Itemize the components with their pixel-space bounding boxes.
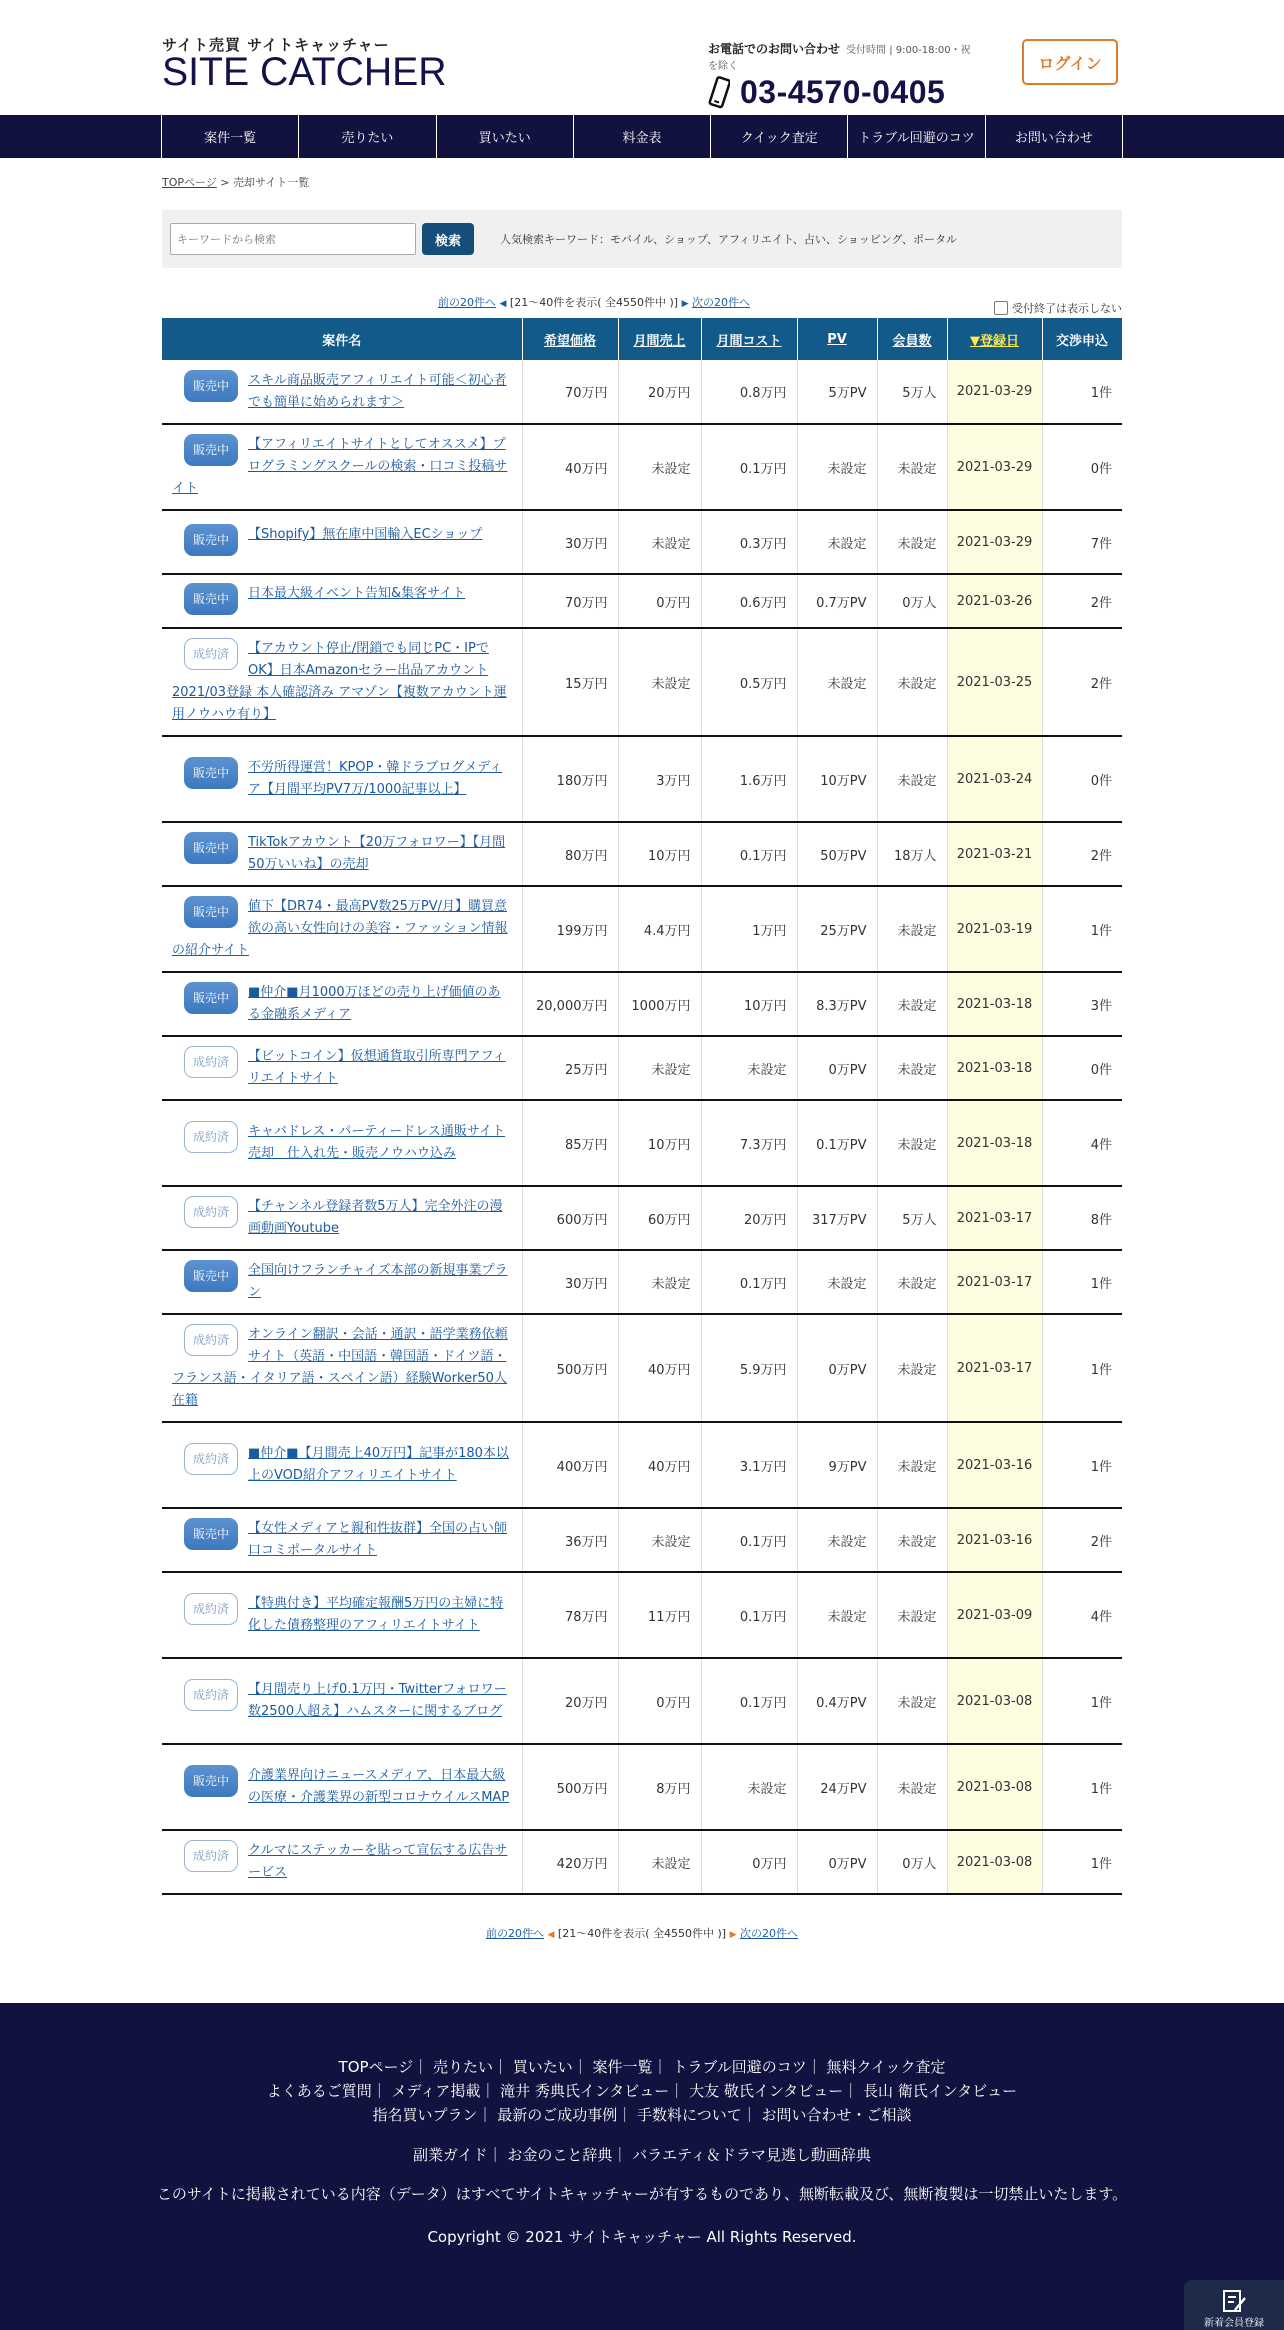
status-badge: 販売中 (184, 583, 238, 615)
listing-title-link[interactable]: 日本最大級イベント告知&集客サイト (248, 586, 466, 601)
pv-cell: 未設定 (797, 628, 877, 736)
status-badge: 販売中 (184, 1518, 238, 1550)
table-row[interactable] (162, 360, 1122, 424)
listing-title-cell (162, 510, 522, 574)
price-cell: 80万円 (522, 822, 618, 886)
price-cell: 30万円 (522, 510, 618, 574)
pv-cell: 5万PV (797, 360, 877, 424)
table-row[interactable] (162, 1036, 1122, 1100)
registered-date-cell: 2021-03-18 (947, 1100, 1042, 1186)
monthly-cost-cell: 0.1万円 (701, 1508, 797, 1572)
registered-date-cell: 2021-03-18 (947, 1036, 1042, 1100)
pv-cell: 9万PV (797, 1422, 877, 1508)
registered-date-cell: 2021-03-16 (947, 1422, 1042, 1508)
edit-note-icon (1221, 2288, 1247, 2314)
monthly-cost-cell: 0万円 (701, 1830, 797, 1894)
pv-cell: 0万PV (797, 1036, 877, 1100)
table-header-row (162, 318, 1122, 360)
site-header (162, 0, 1122, 115)
site-logo[interactable]: SITE CATCHER (162, 50, 447, 94)
pv-cell: 0.1万PV (797, 1100, 877, 1186)
price-cell: 400万円 (522, 1422, 618, 1508)
listing-title-cell (162, 1186, 522, 1250)
new-member-registration-button[interactable] (1184, 2280, 1284, 2330)
registered-date-cell: 2021-03-17 (947, 1186, 1042, 1250)
offers-cell: 1件 (1042, 886, 1122, 972)
status-badge: 販売中 (184, 1260, 238, 1292)
monthly-sales-cell: 1000万円 (618, 972, 701, 1036)
members-cell: 未設定 (877, 1744, 947, 1830)
listing-title-link[interactable]: 介護業界向けニュースメディア、日本最大級の医療・介護業界の新型コロナウイルスMAP (248, 1768, 510, 1805)
pager-top (162, 294, 1026, 310)
footer-links-row-3[interactable]: 指名買いプラン｜ 最新のご成功事例｜ 手数料について｜ お問い合わせ・ご相談 (372, 2106, 912, 2124)
table-row[interactable] (162, 822, 1122, 886)
status-badge: 販売中 (184, 1765, 238, 1797)
members-cell: 未設定 (877, 972, 947, 1036)
table-row[interactable] (162, 972, 1122, 1036)
hide-closed-checkbox[interactable] (994, 301, 1008, 315)
listing-title-cell (162, 574, 522, 628)
pv-cell: 10万PV (797, 736, 877, 822)
col-monthly-sales[interactable]: 月間売上 (618, 318, 701, 360)
table-row[interactable] (162, 1658, 1122, 1744)
nav-item-trouble-tips[interactable]: トラブル回避のコツ (848, 115, 985, 158)
monthly-sales-cell: 未設定 (618, 1508, 701, 1572)
offers-cell: 2件 (1042, 822, 1122, 886)
members-cell: 未設定 (877, 424, 947, 510)
listing-title-cell (162, 886, 522, 972)
hide-closed-label: 受付終了は表示しない (1012, 302, 1122, 315)
members-cell: 未設定 (877, 736, 947, 822)
monthly-cost-cell: 0.5万円 (701, 628, 797, 736)
listing-title-cell (162, 736, 522, 822)
members-cell: 未設定 (877, 1250, 947, 1314)
price-cell: 420万円 (522, 1830, 618, 1894)
offers-cell: 8件 (1042, 1186, 1122, 1250)
search-box (162, 210, 1122, 268)
table-row[interactable] (162, 1250, 1122, 1314)
listing-title-link[interactable]: TikTokアカウント【20万フォロワー】【月間50万いいね】の売却 (248, 835, 506, 872)
members-cell: 未設定 (877, 1314, 947, 1422)
col-members[interactable]: 会員数 (877, 318, 947, 360)
price-cell: 15万円 (522, 628, 618, 736)
price-cell: 70万円 (522, 574, 618, 628)
pv-cell: 未設定 (797, 1250, 877, 1314)
search-button[interactable]: 検索 (422, 223, 474, 255)
monthly-sales-cell: 8万円 (618, 1744, 701, 1830)
col-price[interactable]: 希望価格 (522, 318, 618, 360)
nav-item-quick-appraisal[interactable]: クイック査定 (711, 115, 848, 158)
monthly-cost-cell: 10万円 (701, 972, 797, 1036)
monthly-cost-cell: 5.9万円 (701, 1314, 797, 1422)
registered-date-cell: 2021-03-19 (947, 886, 1042, 972)
monthly-sales-cell: 3万円 (618, 736, 701, 822)
nav-item-contact[interactable]: お問い合わせ (986, 115, 1123, 158)
pv-cell: 24万PV (797, 1744, 877, 1830)
listing-title-link[interactable]: 【女性メディアと親和性抜群】全国の占い師口コミポータルサイト (248, 1521, 507, 1558)
monthly-sales-cell: 0万円 (618, 574, 701, 628)
monthly-cost-cell: 0.1万円 (701, 822, 797, 886)
table-row[interactable] (162, 886, 1122, 972)
listing-title-cell (162, 1100, 522, 1186)
search-input[interactable] (170, 223, 416, 255)
registered-date-cell: 2021-03-29 (947, 360, 1042, 424)
pv-cell: 25万PV (797, 886, 877, 972)
next-page-link-bottom[interactable]: 次の20件へ (740, 1927, 798, 1940)
status-badge: 成約済 (184, 638, 238, 670)
pv-cell: 50万PV (797, 822, 877, 886)
listing-title-cell (162, 1422, 522, 1508)
price-cell: 199万円 (522, 886, 618, 972)
phone-contact (708, 40, 978, 111)
monthly-cost-cell: 未設定 (701, 1744, 797, 1830)
members-cell: 未設定 (877, 1422, 947, 1508)
contact-hours: 受付時間 | 9:00-18:00・祝を除く (708, 45, 971, 72)
monthly-sales-cell: 10万円 (618, 1100, 701, 1186)
status-badge: 販売中 (184, 982, 238, 1014)
prev-page-link-bottom[interactable]: 前の20件へ (486, 1927, 544, 1940)
monthly-sales-cell: 60万円 (618, 1186, 701, 1250)
table-row[interactable] (162, 1572, 1122, 1658)
pv-cell: 未設定 (797, 1508, 877, 1572)
table-row[interactable] (162, 1314, 1122, 1422)
table-row[interactable] (162, 1830, 1122, 1894)
pv-cell: 未設定 (797, 424, 877, 510)
members-cell: 未設定 (877, 1572, 947, 1658)
breadcrumb-top-link[interactable]: TOPページ (162, 176, 217, 189)
members-cell: 未設定 (877, 628, 947, 736)
price-cell: 36万円 (522, 1508, 618, 1572)
offers-cell: 1件 (1042, 1250, 1122, 1314)
status-badge: 成約済 (184, 1679, 238, 1711)
offers-cell: 4件 (1042, 1100, 1122, 1186)
members-cell: 5万人 (877, 360, 947, 424)
registered-date-cell: 2021-03-16 (947, 1508, 1042, 1572)
breadcrumb-current: > 売却サイト一覧 (220, 176, 310, 189)
offers-cell: 1件 (1042, 1314, 1122, 1422)
monthly-cost-cell: 1.6万円 (701, 736, 797, 822)
listing-title-link[interactable]: キャバドレス・パーティードレス通販サイト売却 仕入れ先・販売ノウハウ込み (248, 1124, 506, 1161)
status-badge: 販売中 (184, 434, 238, 466)
listings-table (162, 318, 1123, 1895)
table-row[interactable] (162, 628, 1122, 736)
main-nav (0, 115, 1284, 158)
listing-title-link[interactable]: 不労所得運営！KPOP・韓ドラブログメディア【月間平均PV7万/1000記事以上】 (248, 760, 503, 797)
listing-title-link[interactable]: 【アカウント停止/閉鎖でも同じPC・IPでOK】日本Amazonセラー出品アカウント 2021/03登録 本人確認済み アマゾン【複数アカウント運用ノウハウ有り】 (172, 641, 507, 722)
monthly-cost-cell: 7.3万円 (701, 1100, 797, 1186)
listing-title-cell (162, 360, 522, 424)
status-badge: 成約済 (184, 1840, 238, 1872)
phone-number[interactable]: 03-4570-0405 (740, 74, 946, 110)
monthly-sales-cell: 4.4万円 (618, 886, 701, 972)
monthly-sales-cell: 未設定 (618, 424, 701, 510)
status-badge: 販売中 (184, 524, 238, 556)
members-cell: 未設定 (877, 1508, 947, 1572)
registered-date-cell: 2021-03-21 (947, 822, 1042, 886)
offers-cell: 1件 (1042, 360, 1122, 424)
monthly-cost-cell: 20万円 (701, 1186, 797, 1250)
monthly-cost-cell: 0.1万円 (701, 1250, 797, 1314)
table-row[interactable] (162, 510, 1122, 574)
registered-date-cell: 2021-03-17 (947, 1314, 1042, 1422)
listing-title-link[interactable]: クルマにステッカーを貼って宣伝する広告サービス (248, 1843, 508, 1880)
monthly-sales-cell: 未設定 (618, 1036, 701, 1100)
col-offers: 交渉申込 (1042, 318, 1122, 360)
col-pv[interactable]: PV (797, 318, 877, 360)
col-title: 案件名 (162, 318, 522, 360)
members-cell: 0万人 (877, 1830, 947, 1894)
monthly-cost-cell: 0.3万円 (701, 510, 797, 574)
monthly-sales-cell: 40万円 (618, 1314, 701, 1422)
status-badge: 販売中 (184, 757, 238, 789)
listing-title-link[interactable]: 【Shopify】無在庫中国輸入ECショップ (248, 527, 483, 542)
popular-keywords: 人気検索キーワード：モバイル、ショップ、アフィリエイト、占い、ショッピング、ポータル (500, 233, 958, 246)
monthly-cost-cell: 未設定 (701, 1036, 797, 1100)
monthly-sales-cell: 11万円 (618, 1572, 701, 1658)
members-cell: 18万人 (877, 822, 947, 886)
pv-cell: 未設定 (797, 510, 877, 574)
monthly-cost-cell: 0.1万円 (701, 1658, 797, 1744)
pv-cell: 317万PV (797, 1186, 877, 1250)
status-badge: 販売中 (184, 896, 238, 928)
nav-item-buy[interactable]: 買いたい (437, 115, 574, 158)
left-triangle-icon: ◀ (499, 299, 507, 309)
status-badge: 販売中 (184, 832, 238, 864)
listing-title-cell (162, 1250, 522, 1314)
price-cell: 180万円 (522, 736, 618, 822)
footer-links-row-4[interactable]: 副業ガイド｜ お金のこと辞典｜ バラエティ＆ドラマ見逃し動画辞典 (413, 2146, 871, 2164)
price-cell: 500万円 (522, 1744, 618, 1830)
price-cell: 70万円 (522, 360, 618, 424)
monthly-sales-cell: 20万円 (618, 360, 701, 424)
col-registered-date[interactable]: ▼登録日 (947, 318, 1042, 360)
listing-title-link[interactable]: オンライン翻訳・会話・通訳・語学業務依頼サイト（英語・中国語・韓国語・ドイツ語・フランス語・イタリア語・スペイン語）経験Worker50人在籍 (172, 1327, 508, 1408)
col-monthly-cost[interactable]: 月間コスト (701, 318, 797, 360)
offers-cell: 0件 (1042, 424, 1122, 510)
pv-cell: 8.3万PV (797, 972, 877, 1036)
table-row[interactable] (162, 1508, 1122, 1572)
listing-title-link[interactable]: ■仲介■【月間売上40万円】記事が180本以上のVOD紹介アフィリエイトサイト (248, 1446, 509, 1483)
listing-title-link[interactable]: 【特典付き】平均確定報酬5万円の主婦に特化した債務整理のアフィリエイトサイト (248, 1596, 504, 1633)
status-badge: 成約済 (184, 1196, 238, 1228)
offers-cell: 4件 (1042, 1572, 1122, 1658)
float-button-label: 新着会員登録 (1204, 2318, 1264, 2329)
registered-date-cell: 2021-03-25 (947, 628, 1042, 736)
members-cell: 0万人 (877, 574, 947, 628)
left-triangle-icon: ◀ (547, 1930, 555, 1940)
listing-title-cell (162, 1572, 522, 1658)
offers-cell: 0件 (1042, 736, 1122, 822)
monthly-sales-cell: 未設定 (618, 1250, 701, 1314)
pv-cell: 0.7万PV (797, 574, 877, 628)
monthly-cost-cell: 0.8万円 (701, 360, 797, 424)
price-cell: 25万円 (522, 1036, 618, 1100)
right-triangle-icon: ▶ (681, 299, 689, 309)
right-triangle-icon: ▶ (729, 1930, 737, 1940)
price-cell: 30万円 (522, 1250, 618, 1314)
offers-cell: 1件 (1042, 1658, 1122, 1744)
status-badge: 成約済 (184, 1121, 238, 1153)
table-row[interactable] (162, 1100, 1122, 1186)
registered-date-cell: 2021-03-26 (947, 574, 1042, 628)
footer-links-row-1[interactable]: TOPページ｜ 売りたい｜ 買いたい｜ 案件一覧｜ トラブル回避のコツ｜ 無料クイック査定 (338, 2058, 946, 2076)
footer-links-row-2[interactable]: よくあるご質問｜ メディア掲載｜ 滝井 秀典氏インタビュー｜ 大友 敬氏インタビュー｜ 長山 衛氏インタビュー (266, 2082, 1018, 2100)
offers-cell: 1件 (1042, 1422, 1122, 1508)
offers-cell: 3件 (1042, 972, 1122, 1036)
hide-closed-filter[interactable] (994, 300, 1122, 316)
pager-bottom (162, 1925, 1122, 1945)
footer-copyright-note: このサイトに掲載されている内容（データ）はすべてサイトキャッチャーが有するものであり、無断転載及び、無断複製は一切禁止いたします。 (156, 2185, 1128, 2203)
copyright: Copyright © 2021 サイトキャッチャー All Rights Reserved. (427, 2228, 857, 2246)
listing-title-cell (162, 628, 522, 736)
price-cell: 85万円 (522, 1100, 618, 1186)
pv-cell: 0万PV (797, 1830, 877, 1894)
price-cell: 20万円 (522, 1658, 618, 1744)
monthly-sales-cell: 未設定 (618, 628, 701, 736)
registered-date-cell: 2021-03-18 (947, 972, 1042, 1036)
pv-cell: 0.4万PV (797, 1658, 877, 1744)
listing-title-link[interactable]: スキル商品販売アフィリエイト可能＜初心者でも簡単に始められます＞ (248, 372, 507, 410)
registered-date-cell: 2021-03-08 (947, 1744, 1042, 1830)
login-button[interactable]: ログイン (1022, 39, 1118, 85)
listing-title-link[interactable]: ■仲介■月1000万ほどの売り上げ価値のある金融系メディア (248, 985, 501, 1022)
members-cell: 未設定 (877, 510, 947, 574)
nav-item-pricing[interactable]: 料金表 (574, 115, 711, 158)
offers-cell: 1件 (1042, 1830, 1122, 1894)
status-badge: 成約済 (184, 1443, 238, 1475)
monthly-cost-cell: 0.6万円 (701, 574, 797, 628)
monthly-sales-cell: 未設定 (618, 1830, 701, 1894)
listing-title-cell (162, 822, 522, 886)
monthly-cost-cell: 0.1万円 (701, 1572, 797, 1658)
pager-info-bottom: [21～40件を表示( 全4550件中 )] (557, 1927, 727, 1940)
breadcrumb (162, 174, 1122, 188)
members-cell: 未設定 (877, 1658, 947, 1744)
listing-title-cell (162, 424, 522, 510)
registered-date-cell: 2021-03-08 (947, 1658, 1042, 1744)
nav-item-listings[interactable]: 案件一覧 (162, 115, 299, 158)
members-cell: 5万人 (877, 1186, 947, 1250)
pv-cell: 未設定 (797, 1572, 877, 1658)
status-badge: 成約済 (184, 1046, 238, 1078)
listing-title-link[interactable]: 【月間売り上げ0.1万円・Twitterフォロワー数2500人超え】ハムスターに関するブログ (248, 1682, 507, 1719)
next-page-link[interactable]: 次の20件へ (692, 296, 750, 309)
registered-date-cell: 2021-03-17 (947, 1250, 1042, 1314)
members-cell: 未設定 (877, 1100, 947, 1186)
listing-title-cell (162, 1658, 522, 1744)
offers-cell: 2件 (1042, 574, 1122, 628)
members-cell: 未設定 (877, 1036, 947, 1100)
offers-cell: 1件 (1042, 1744, 1122, 1830)
listing-title-link[interactable]: 【アフィリエイトサイトとしてオススメ】プログラミングスクールの検索・口コミ投稿サイト (172, 437, 508, 496)
registered-date-cell: 2021-03-08 (947, 1830, 1042, 1894)
registered-date-cell: 2021-03-09 (947, 1572, 1042, 1658)
table-row[interactable] (162, 574, 1122, 628)
offers-cell: 7件 (1042, 510, 1122, 574)
table-row[interactable] (162, 424, 1122, 510)
status-badge: 成約済 (184, 1593, 238, 1625)
table-row[interactable] (162, 1422, 1122, 1508)
monthly-sales-cell: 0万円 (618, 1658, 701, 1744)
site-footer (0, 2003, 1284, 2330)
offers-cell: 0件 (1042, 1036, 1122, 1100)
listing-title-cell (162, 1830, 522, 1894)
price-cell: 40万円 (522, 424, 618, 510)
listing-title-link[interactable]: 【チャンネル登録者数5万人】完全外注の漫画動画Youtube (248, 1199, 503, 1236)
monthly-sales-cell: 40万円 (618, 1422, 701, 1508)
listing-title-cell (162, 1314, 522, 1422)
price-cell: 600万円 (522, 1186, 618, 1250)
status-badge: 販売中 (184, 370, 238, 402)
logo-subtitle: サイト売買 サイトキャッチャー (162, 36, 390, 54)
monthly-cost-cell: 3.1万円 (701, 1422, 797, 1508)
listing-title-cell (162, 972, 522, 1036)
registered-date-cell: 2021-03-29 (947, 510, 1042, 574)
listing-title-cell (162, 1036, 522, 1100)
registered-date-cell: 2021-03-29 (947, 424, 1042, 510)
table-row[interactable] (162, 1744, 1122, 1830)
monthly-sales-cell: 未設定 (618, 510, 701, 574)
registered-date-cell: 2021-03-24 (947, 736, 1042, 822)
table-row[interactable] (162, 1186, 1122, 1250)
status-badge: 成約済 (184, 1324, 238, 1356)
table-row[interactable] (162, 736, 1122, 822)
listing-title-link[interactable]: 値下【DR74・最高PV数25万PV/月】購買意欲の高い女性向けの美容・ファッション情報の紹介サイト (172, 899, 508, 958)
listing-title-cell (162, 1508, 522, 1572)
price-cell: 500万円 (522, 1314, 618, 1422)
price-cell: 20,000万円 (522, 972, 618, 1036)
listing-title-link[interactable]: 【ビットコイン】仮想通貨取引所専門アフィリエイトサイト (248, 1049, 506, 1086)
members-cell: 未設定 (877, 886, 947, 972)
offers-cell: 2件 (1042, 628, 1122, 736)
listing-title-link[interactable]: 全国向けフランチャイズ本部の新規事業プラン (248, 1263, 508, 1300)
price-cell: 78万円 (522, 1572, 618, 1658)
pv-cell: 0万PV (797, 1314, 877, 1422)
nav-item-sell[interactable]: 売りたい (299, 115, 436, 158)
contact-title: お電話でのお問い合わせ 受付時間 | 9:00-18:00・祝を除く (708, 42, 971, 72)
monthly-cost-cell: 0.1万円 (701, 424, 797, 510)
mobile-phone-icon (708, 76, 730, 110)
monthly-cost-cell: 1万円 (701, 886, 797, 972)
offers-cell: 2件 (1042, 1508, 1122, 1572)
prev-page-link[interactable]: 前の20件へ (438, 296, 496, 309)
listing-title-cell (162, 1744, 522, 1830)
monthly-sales-cell: 10万円 (618, 822, 701, 886)
pager-info: [21～40件を表示( 全4550件中 )] (509, 296, 679, 309)
